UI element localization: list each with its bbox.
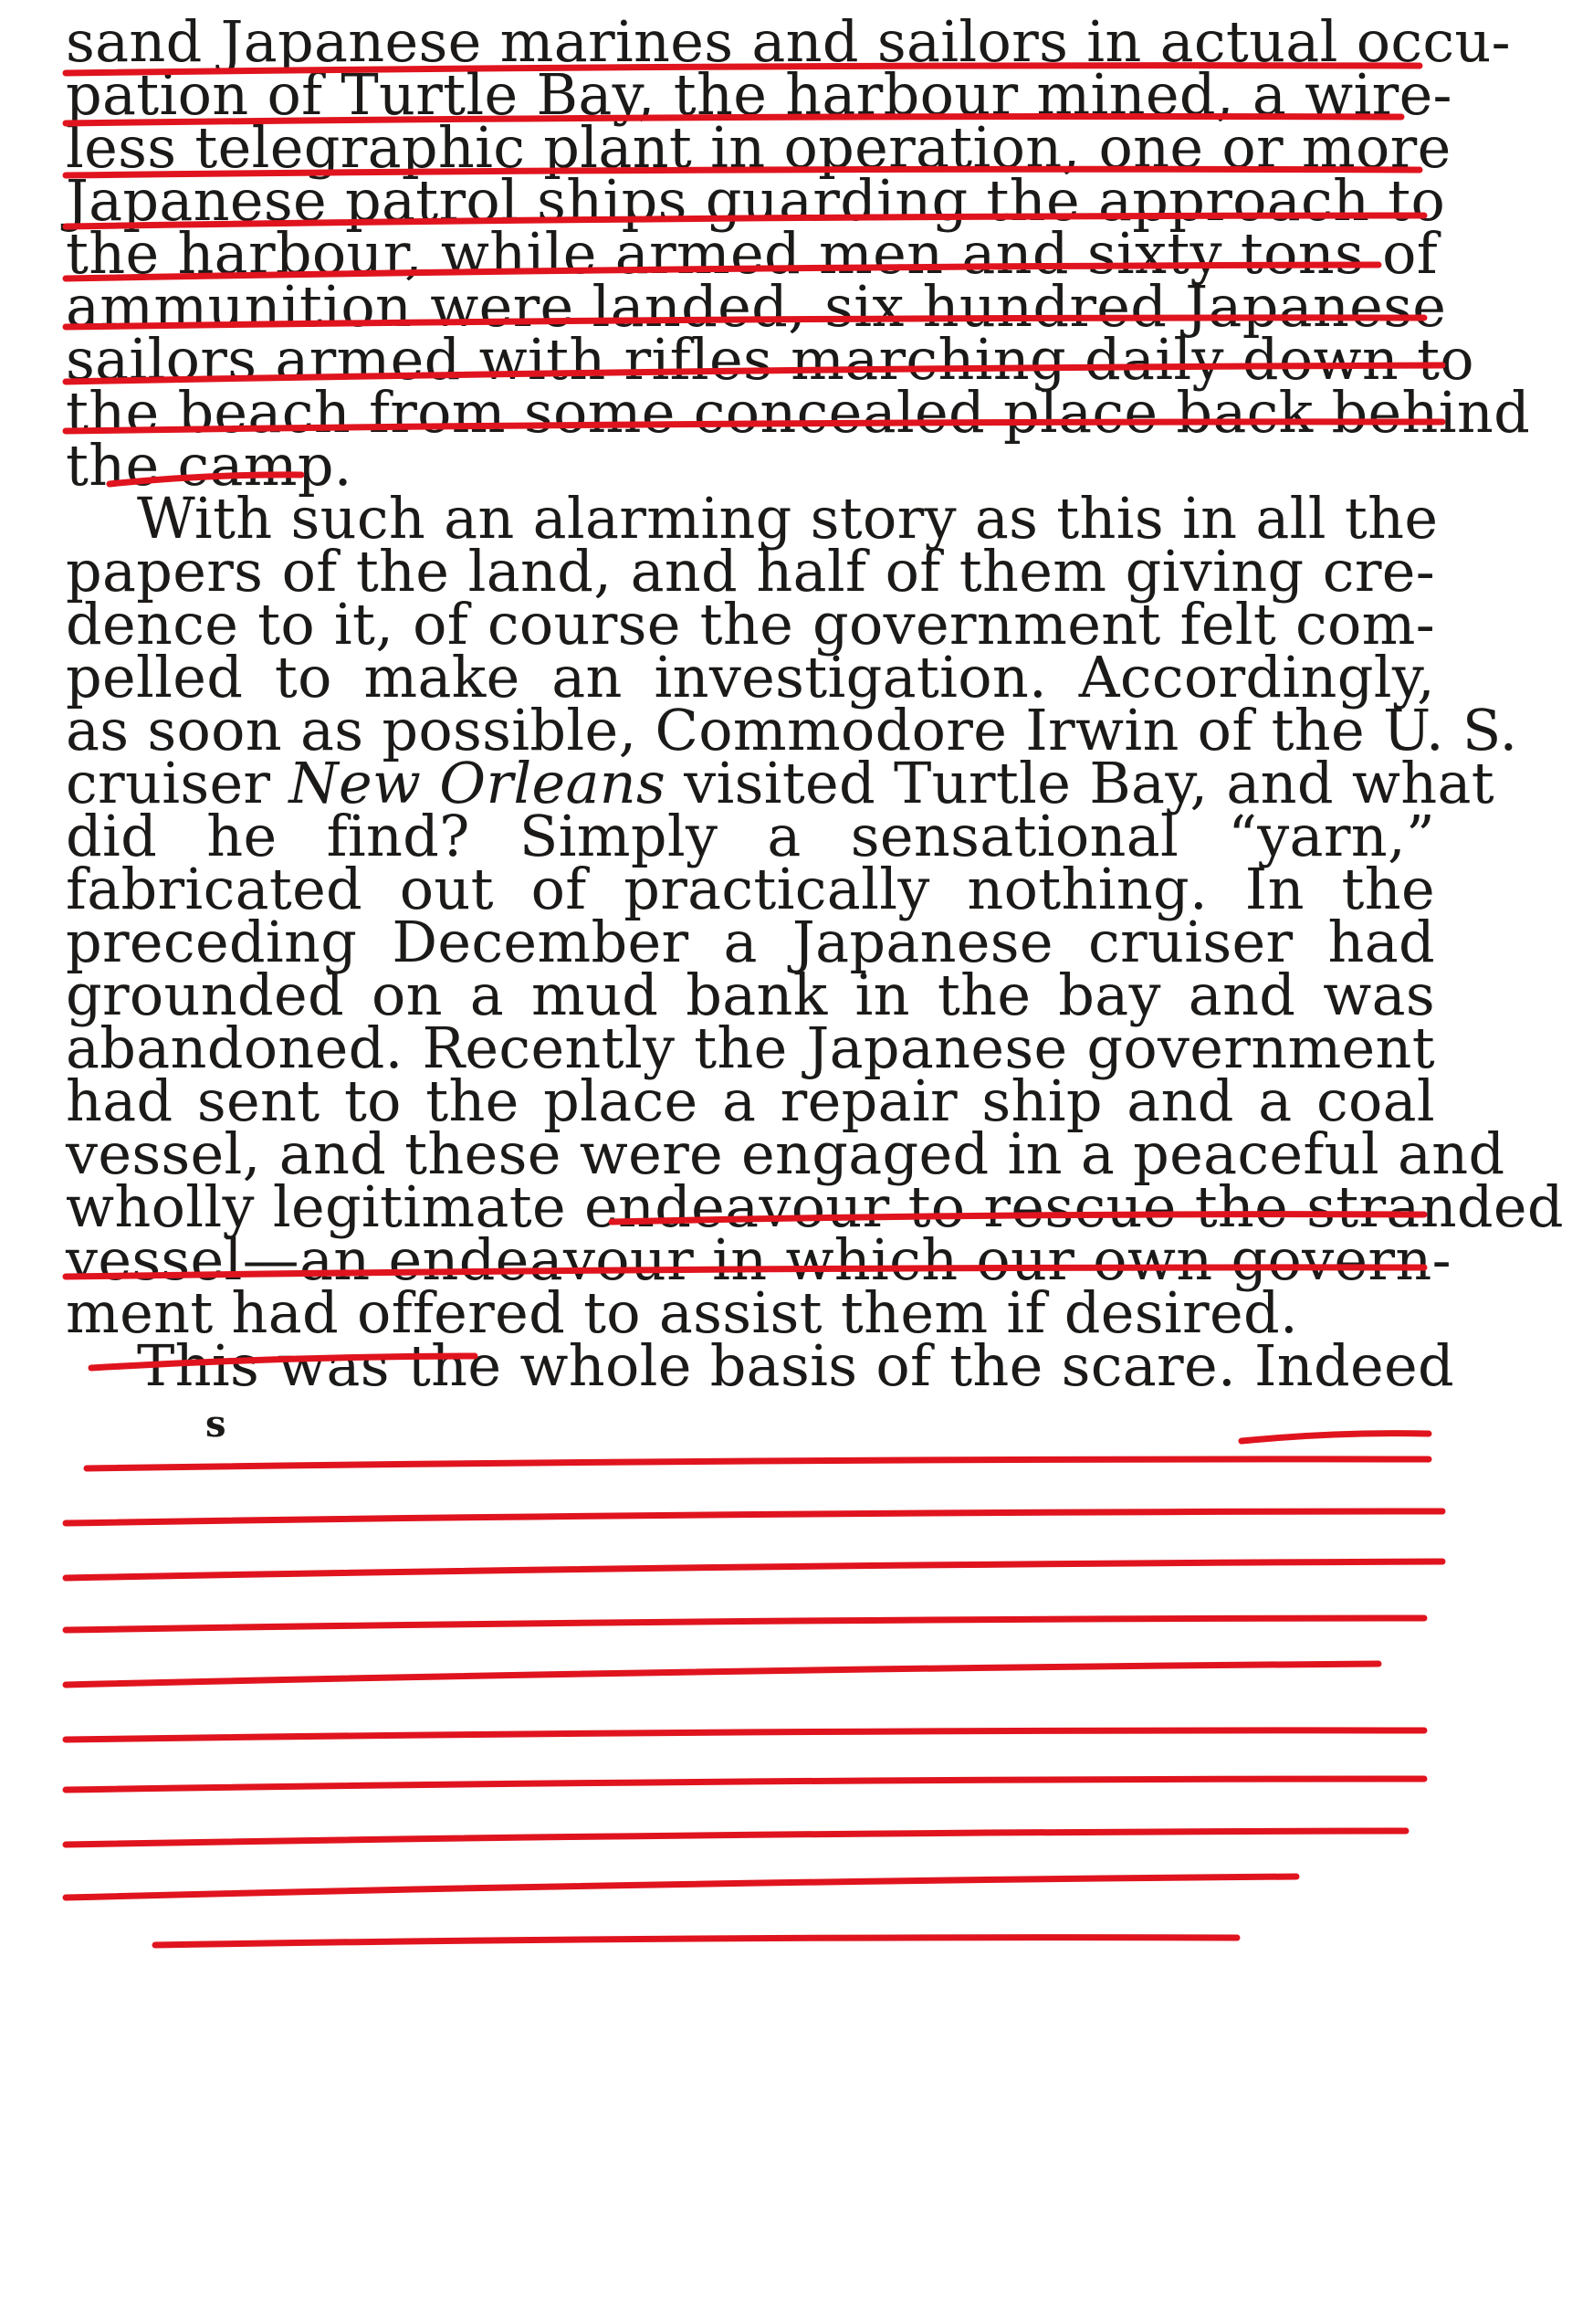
text-line: sand Japanese marines and sailors in actual occu-: [66, 8, 1511, 75]
text-line: ment had offered to assist them if desired.: [66, 1279, 1298, 1346]
text-line: pelled to make an investigation. Accordingly,: [66, 644, 1435, 710]
text-line: the beach from some concealed place back behind: [66, 379, 1531, 446]
red-underline-stroke: [66, 169, 1420, 175]
red-underline-stroke: [66, 1877, 1296, 1898]
text-line: wholly legitimate endeavour to rescue the stranded: [66, 1173, 1564, 1240]
red-underline-stroke: [66, 1779, 1424, 1790]
text-line: less telegraphic plant in operation, one or more: [66, 114, 1452, 181]
red-underline-stroke: [66, 66, 1420, 73]
text-line: had sent to the place a repair ship and a coal: [66, 1067, 1435, 1134]
text-line: abandoned. Recently the Japanese government: [66, 1015, 1435, 1081]
text-line: dence to it, of course the government felt com-: [66, 591, 1435, 657]
red-underline-stroke: [66, 365, 1442, 382]
text-line: This was the whole basis of the scare. Indeed: [137, 1332, 1454, 1399]
red-underline-stroke: [1242, 1434, 1429, 1441]
text-line: preceding December a Japanese cruiser had: [66, 909, 1435, 975]
red-underline-stroke: [155, 1938, 1237, 1945]
red-underline-stroke: [87, 1459, 1429, 1468]
red-underline-stroke: [66, 1730, 1424, 1740]
text-line: With such an alarming story as this in all the: [137, 485, 1439, 552]
text-line: vessel—an endeavour in which our own govern-: [66, 1226, 1452, 1293]
red-underline-stroke: [66, 422, 1442, 431]
red-underline-stroke: [66, 1831, 1406, 1845]
red-underline-stroke: [66, 1562, 1442, 1578]
text-line: Japanese patrol ships guarding the approach to: [66, 167, 1446, 234]
text-line: sailors armed with rifles marching daily down to: [66, 326, 1474, 393]
text-line: the camp.: [66, 432, 352, 499]
text-line: cruiser New Orleans visited Turtle Bay, and what: [66, 750, 1494, 816]
red-underline-stroke: [66, 1267, 1424, 1277]
red-underline-stroke: [66, 1618, 1424, 1630]
text-line: did he find? Simply a sensational “yarn,”: [66, 803, 1435, 869]
text-line: the harbour, while armed men and sixty tons of: [66, 220, 1438, 287]
ship-name: New Orleans: [288, 750, 666, 816]
text-line: pation of Turtle Bay, the harbour mined, a wire-: [66, 61, 1452, 128]
text-line: grounded on a mud bank in the bay and was: [66, 962, 1435, 1028]
text-line: as soon as possible, Commodore Irwin of the U. S.: [66, 697, 1518, 763]
red-underline-stroke: [66, 1664, 1378, 1685]
red-underline-stroke: [66, 216, 1424, 226]
red-underline-stroke: [110, 475, 301, 484]
text-line: ammunition were landed, six hundred Japanese: [66, 273, 1447, 340]
page-mark: s: [205, 1403, 226, 1446]
red-underline-stroke: [66, 116, 1401, 123]
text-line: papers of the land, and half of them giving cre-: [66, 538, 1435, 605]
red-underline-stroke: [66, 318, 1424, 327]
text-line: fabricated out of practically nothing. In the: [66, 856, 1435, 922]
red-underline-stroke: [91, 1356, 475, 1368]
text-line: vessel, and these were engaged in a peaceful and: [66, 1120, 1505, 1187]
red-underline-stroke: [66, 1511, 1442, 1523]
red-underline-stroke: [612, 1215, 1424, 1222]
red-underline-stroke: [66, 265, 1378, 279]
